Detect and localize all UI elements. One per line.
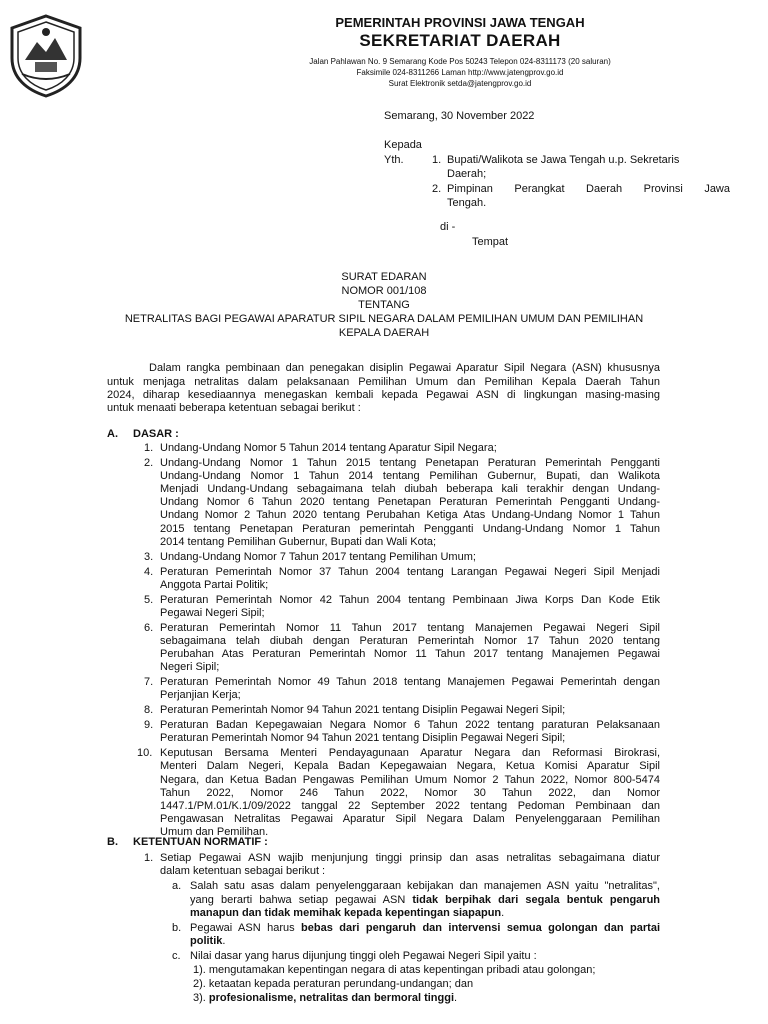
- provincial-emblem-icon: [5, 14, 87, 98]
- section-a-item-line: Undang-Undang Nomor 5 Tahun 2014 tentang Aparatur Sipil Negara;: [160, 442, 497, 454]
- section-a-item-line: Peraturan Pemerintah Nomor 42 Tahun 2004 tentang Pembinaan Jiwa Korps Dan Kode Etik: [160, 593, 660, 606]
- section-a-item-line: Peraturan Badan Kepegawaian Negara Nomor 6 Tahun 2022 tentang paraturan Pelaksanaan: [160, 719, 660, 732]
- recipient-line: Tengah.: [447, 197, 487, 209]
- point-b-mark: b.: [172, 922, 182, 934]
- recipient-kepada: Kepada: [384, 139, 422, 151]
- intro-line: untuk menaati beberapa ketentuan sebagai berikut :: [107, 402, 361, 414]
- section-a-heading: DASAR :: [133, 428, 179, 440]
- circular-subject: NETRALITAS BAGI PEGAWAI APARATUR SIPIL NEGARA DALAM PEMILIHAN UMUM DAN PEMILIHAN: [124, 313, 644, 325]
- section-a-item-number: 8.: [144, 704, 154, 717]
- section-a-item-number: 5.: [144, 593, 154, 606]
- section-a-item-line: Peraturan Pemerintah Nomor 94 Tahun 2021 tentang Disiplin Pegawai Negeri Sipil;: [160, 732, 566, 745]
- section-a-item-line: Pegawai Negeri Sipil;: [160, 606, 265, 619]
- section-a-item-line: Undang Nomor 6 Tahun 2020 tentang Penetapan Peraturan Pemerintah Pengganti Undang-: [160, 496, 660, 509]
- point-c-subitem: 1). mengutamakan kepentingan negara di atas kepentingan pribadi atau golongan;: [193, 964, 596, 976]
- section-a-item-number: 3.: [144, 550, 154, 563]
- section-a-item-number: 9.: [144, 719, 154, 732]
- intro-line: 2024, diharap kesediaannya menegaskan kembali kepada Pegawai ASN di lingkungan masing-masing: [107, 389, 660, 401]
- section-b-letter: B.: [107, 836, 118, 848]
- section-a-item-line: Peraturan Pemerintah Nomor 37 Tahun 2004 tentang Larangan Pegawai Negeri Sipil Menjadi: [160, 565, 660, 578]
- letterhead-office-name: SEKRETARIAT DAERAH: [359, 31, 561, 50]
- section-a-item-number: 10.: [137, 747, 153, 760]
- section-b-item-line: dalam ketentuan sebagai berikut :: [160, 865, 326, 877]
- section-b-item-number: 1.: [144, 852, 154, 864]
- section-a-item-line: Peraturan Pemerintah Nomor 94 Tahun 2021 tentang Disiplin Pegawai Negeri Sipil;: [160, 704, 566, 717]
- section-a-item-line: Undang-Undang Nomor 1 Tahun 2014 tentang Pemilihan Gubernur, Bupati, dan Walikota: [160, 470, 660, 483]
- section-a-item-line: Perjanjian Kerja;: [160, 689, 241, 702]
- section-a-item-line: Undang-Undang Nomor 1 Tahun 2015 tentang Penetapan Peraturan Pemerintah Pengganti: [160, 457, 660, 469]
- section-a-item-line: sebagaimana telah diubah dengan Peraturan Pemerintah Nomor 17 Tahun 2020 tentang: [160, 634, 660, 647]
- point-b-line: Pegawai ASN harus bebas dari pengaruh dan intervensi semua golongan dan partai: [190, 922, 661, 934]
- point-c-line: Nilai dasar yang harus dijunjung tinggi oleh Pegawai Negeri Sipil yaitu :: [190, 950, 537, 962]
- circular-subject: KEPALA DAERAH: [338, 327, 430, 339]
- recipient-num: 2.: [432, 183, 442, 195]
- section-a-item-line: 1447.1/PM.01/K.1/09/2022 tanggal 22 September 2022 tentang Pedoman Pembinaan dan: [160, 799, 660, 812]
- point-c-subitem: 2). ketaatan kepada peraturan perundang-undangan; dan: [193, 978, 474, 990]
- letterhead-government-name: PEMERINTAH PROVINSI JAWA TENGAH: [335, 15, 585, 30]
- letter-date: Semarang, 30 November 2022: [384, 110, 535, 122]
- recipient-line: Pimpinan Perangkat Daerah Provinsi Jawa: [447, 183, 730, 195]
- section-a-item-line: Undang-Undang Nomor 7 Tahun 2017 tentang Pemilihan Umum;: [160, 550, 476, 563]
- point-b-line: politik.: [190, 935, 226, 947]
- section-a-item-line: Umum dan Pemilihan.: [160, 825, 269, 838]
- circular-tentang: TENTANG: [358, 299, 410, 311]
- section-a-item-number: 2.: [144, 457, 154, 469]
- section-a-item-line: Negara, dan Ketua Badan Pengawas Pemilihan Umum Nomor 2 Tahun 2022, Nomor 800-5474: [160, 773, 660, 786]
- intro-line: untuk menjaga netralitas dalam pelaksanaan Pemilihan Umum dan Pemilihan Kepala Daerah Tahun: [107, 376, 660, 388]
- section-a-item-line: Tahun 2022, Nomor 246 Tahun 2022, Nomor 30 Tahun 2022, dan Nomor: [160, 786, 660, 799]
- section-a-item-line: Pengawasan Netralitas Pegawai Aparatur Sipil Negara Dalam Penyelenggaraan Pemilihan: [160, 812, 660, 825]
- section-b-heading: KETENTUAN NORMATIF :: [133, 836, 268, 848]
- section-a-item-number: 6.: [144, 621, 154, 634]
- intro-line: Dalam rangka pembinaan dan penegakan disiplin Pegawai Aparatur Sipil Negara (ASN) khususnya: [149, 362, 660, 374]
- circular-title: SURAT EDARAN: [341, 271, 427, 283]
- letterhead-fax: Faksimile 024-8311266 Laman http://www.jatengprov.go.id: [356, 68, 564, 77]
- point-a-line: yang berarti bahwa setiap pegawai ASN tidak berpihak dari segala bentuk pengaruh: [190, 894, 661, 906]
- letterhead-email: Surat Elektronik setda@jatengprov.go.id: [388, 79, 532, 88]
- section-a-item-number: 7.: [144, 676, 154, 689]
- point-a-line: manapun dan tidak memihak kepada kepentingan siapapun.: [190, 907, 505, 919]
- letterhead-address: Jalan Pahlawan No. 9 Semarang Kode Pos 50243 Telepon 024-8311173 (20 saluran): [309, 57, 611, 66]
- recipient-yth: Yth.: [384, 154, 404, 166]
- section-a-item-line: Negeri Sipil;: [160, 661, 220, 674]
- recipient-num: 1.: [432, 154, 442, 166]
- section-a-item-number: 1.: [144, 442, 154, 454]
- section-a-letter: A.: [107, 428, 118, 440]
- circular-number: NOMOR 001/108: [341, 285, 427, 297]
- section-a-item-line: 2014 tentang Pemilihan Gubernur, Bupati dan Wali Kota;: [160, 535, 436, 548]
- section-a-item-line: Peraturan Pemerintah Nomor 49 Tahun 2018 tentang Manajemen Pegawai Pemerintah dengan: [160, 676, 660, 689]
- section-a-item-line: Keputusan Bersama Menteri Pendayagunaan Aparatur Negara dan Reformasi Birokrasi,: [160, 747, 660, 760]
- recipient-tempat: Tempat: [472, 236, 509, 248]
- section-a-item-line: Undang Nomor 2 Tahun 2020 tentang Perubahan Ketiga Atas Undang-Undang Nomor 1 Tahun: [160, 509, 660, 522]
- point-c-subitem: 3). profesionalisme, netralitas dan bermoral tinggi.: [193, 992, 458, 1004]
- recipient-line: Bupati/Walikota se Jawa Tengah u.p. Sekretaris: [447, 154, 680, 166]
- recipient-di: di -: [440, 221, 456, 233]
- section-a-item-line: Peraturan Pemerintah Nomor 11 Tahun 2017 tentang Manajemen Pegawai Negeri Sipil: [160, 621, 660, 634]
- point-a-line: Salah satu asas dalam penyelenggaraan kebijakan dan manajemen ASN yaitu "netralitas",: [190, 880, 660, 892]
- recipient-line: Daerah;: [447, 168, 487, 180]
- section-a-item-line: 2015 tentang Penetapan Peraturan pemerintah Pengganti Undang-Undang Nomor 1 Tahun: [160, 522, 660, 535]
- point-a-mark: a.: [172, 880, 182, 892]
- section-a-item-line: Anggota Partai Politik;: [160, 578, 269, 591]
- point-c-mark: c.: [172, 950, 181, 962]
- section-a-item-number: 4.: [144, 565, 154, 578]
- section-a-item-line: Perubahan Atas Peraturan Pemerintah Nomor 11 Tahun 2017 tentang Manajemen Pegawai: [160, 648, 660, 660]
- section-b-item-line: Setiap Pegawai ASN wajib menjunjung tinggi prinsip dan asas netralitas sebagaimana diatur: [160, 852, 660, 864]
- section-a-item-line: Menteri Dalam Negeri, Kepala Badan Kepegawaian Negara, Ketua Komisi Aparatur Sipil: [160, 760, 660, 773]
- section-a-item-line: Menjadi Undang-Undang sebagaimana telah diubah beberapa kali terakhir dengan Undang-: [160, 483, 660, 496]
